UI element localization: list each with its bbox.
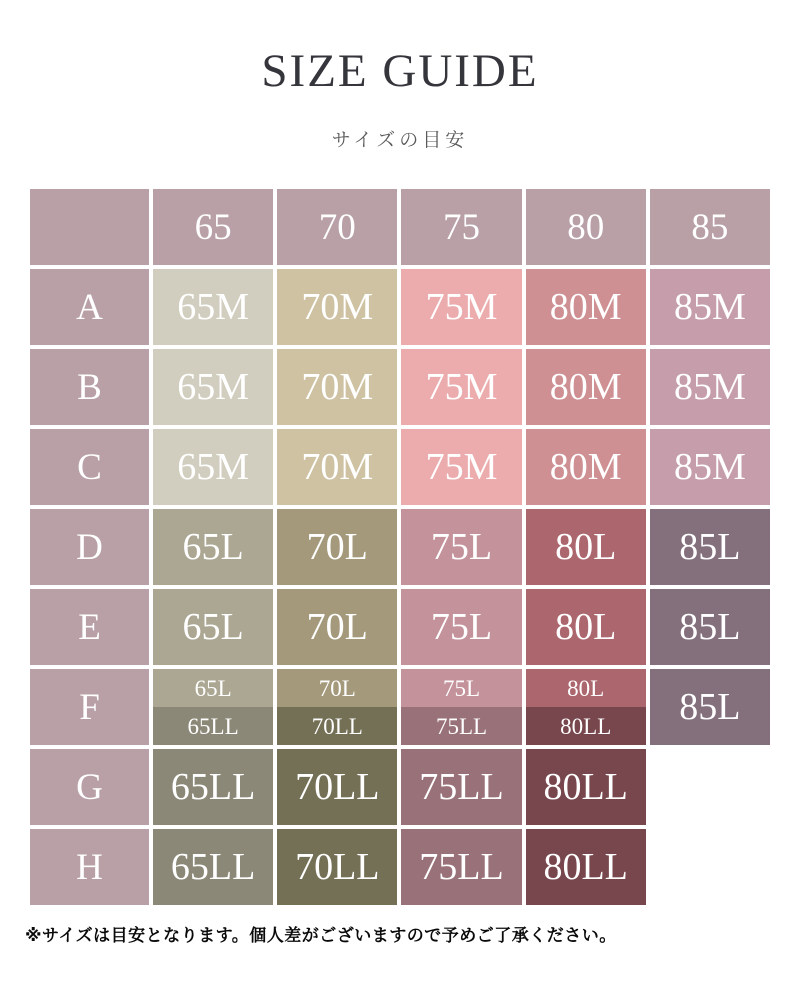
column-header-70: 70: [277, 189, 397, 265]
size-cell-65LL: 65LL: [153, 829, 273, 905]
size-cell-70L: 70L: [277, 509, 397, 585]
size-cell-65LL: 65LL: [153, 707, 273, 745]
size-cell-75M: 75M: [401, 349, 521, 425]
size-cell-75LL: 75LL: [401, 829, 521, 905]
size-cell-75L: 75L: [401, 509, 521, 585]
row-label-F: F: [30, 669, 149, 745]
size-cell-70L: 70L: [277, 669, 397, 707]
size-cell-70LL: 70LL: [277, 749, 397, 825]
size-cell-70M: 70M: [277, 269, 397, 345]
size-cell-75M: 75M: [401, 429, 521, 505]
size-cell-70M: 70M: [277, 429, 397, 505]
column-header-85: 85: [650, 189, 770, 265]
row-label-A: A: [30, 269, 149, 345]
size-cell-70LL: 70LL: [277, 829, 397, 905]
size-cell-65L: 65L: [153, 669, 273, 707]
size-cell-75LL: 75LL: [401, 749, 521, 825]
size-cell-85M: 85M: [650, 269, 770, 345]
size-cell-80L: 80L: [526, 669, 646, 707]
size-cell-85L: 85L: [650, 509, 770, 585]
size-cell-80LL: 80LL: [526, 829, 646, 905]
size-cell-65L-65LL: [153, 669, 273, 745]
size-cell-80M: 80M: [526, 429, 646, 505]
size-cell-85M: 85M: [650, 349, 770, 425]
size-cell-70L: 70L: [277, 589, 397, 665]
size-cell-70L-70LL: [277, 669, 397, 745]
size-cell-70LL: 70LL: [277, 707, 397, 745]
size-cell-65L: 65L: [153, 509, 273, 585]
size-cell-65M: 65M: [153, 349, 273, 425]
size-cell-80L-80LL: [526, 669, 646, 745]
row-label-G: G: [30, 749, 149, 825]
page-subtitle: サイズの目安: [331, 130, 469, 151]
size-cell-80LL: 80LL: [526, 749, 646, 825]
size-cell-65LL: 65LL: [153, 749, 273, 825]
size-cell-85L: 85L: [650, 589, 770, 665]
size-cell-75LL: 75LL: [401, 707, 521, 745]
column-header-80: 80: [526, 189, 646, 265]
size-cell-80LL: 80LL: [526, 707, 646, 745]
size-cell-75L: 75L: [401, 669, 521, 707]
size-cell-75L-75LL: [401, 669, 521, 745]
size-cell-80M: 80M: [526, 269, 646, 345]
row-label-E: E: [30, 589, 149, 665]
column-header-65: 65: [153, 189, 273, 265]
size-cell-65M: 65M: [153, 269, 273, 345]
size-guide-table: [30, 189, 770, 905]
empty-cell: [650, 829, 770, 905]
size-cell-65L: 65L: [153, 589, 273, 665]
size-cell-70M: 70M: [277, 349, 397, 425]
size-cell-80M: 80M: [526, 349, 646, 425]
row-label-B: B: [30, 349, 149, 425]
size-cell-80L: 80L: [526, 509, 646, 585]
page-title: SIZE GUIDE: [261, 45, 539, 97]
size-cell-85M: 85M: [650, 429, 770, 505]
size-cell-75M: 75M: [401, 269, 521, 345]
size-cell-65M: 65M: [153, 429, 273, 505]
corner-cell: [30, 189, 149, 265]
row-label-D: D: [30, 509, 149, 585]
size-cell-85L: 85L: [650, 669, 770, 745]
row-label-H: H: [30, 829, 149, 905]
row-label-C: C: [30, 429, 149, 505]
size-cell-75L: 75L: [401, 589, 521, 665]
column-header-75: 75: [401, 189, 521, 265]
footnote: ※サイズは目安となります。個人差がございますので予めご了承ください。: [25, 926, 617, 946]
empty-cell: [650, 749, 770, 825]
size-cell-80L: 80L: [526, 589, 646, 665]
